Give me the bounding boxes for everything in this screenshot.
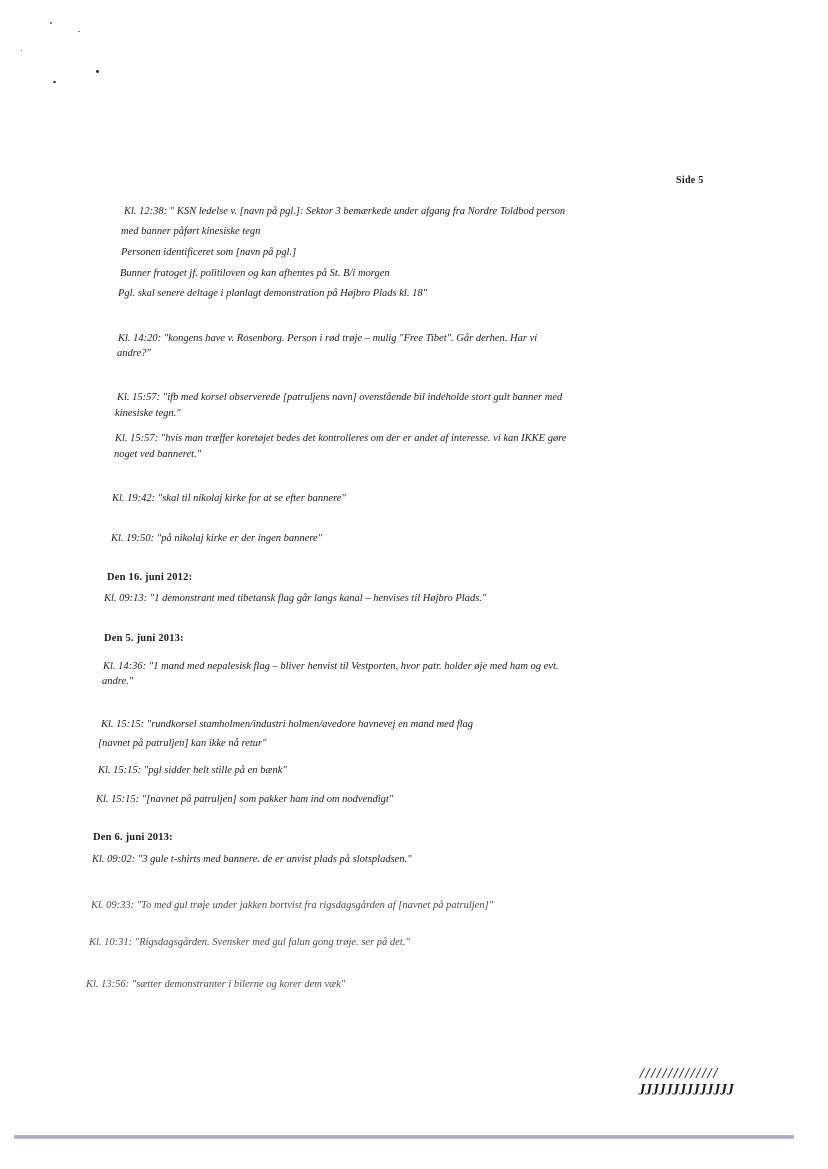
log-line: Kl. 09:02: "3 gule t-shirts med bannere. de er anvist plads på slotspladsen.": [92, 854, 412, 865]
scan-speck: [78, 31, 80, 32]
log-line: Kl. 15:15: "rundkorsel stamholmen/industri holmen/avedore havnevej en mand med flag: [101, 719, 474, 730]
log-line: Kl. 14:36: "1 mand med nepalesisk flag – bliver henvist til Vestporten, hvor patr. holder øje med ham og evt.: [103, 661, 559, 672]
tally-row-bottom: JJJJJJJJJJJJJJ: [640, 1082, 736, 1095]
date-heading: Den 6. juni 2013:: [93, 832, 173, 843]
tally-row-top: //////////////: [640, 1066, 720, 1080]
log-line: kinesiske tegn.": [115, 408, 181, 419]
log-line: Kl. 15:57: "hvis man træffer koretøjet bedes det kontrolleres om der er andet af interesse. vi kan IKKE gøre: [115, 433, 567, 444]
date-heading: Den 5. juni 2013:: [104, 633, 184, 644]
log-line: Kl. 19:50: "på nikolaj kirke er der ingen bannere": [111, 533, 323, 544]
log-line: andre?": [117, 348, 151, 359]
log-line: Pgl. skal senere deltage i planlagt demonstration på Højbro Plads kl. 18": [118, 288, 427, 299]
scan-edge-band: [14, 1135, 794, 1139]
log-line: Kl. 09:33: "To med gul trøje under jakken bortvist fra rigsdagsgården af [navnet på patruljen]": [91, 900, 494, 911]
scan-speck: [53, 81, 56, 83]
log-line: Personen identificeret som [navn på pgl.]: [121, 247, 297, 258]
log-line: Kl. 09:13: "1 demonstrant med tibetansk flag går langs kanal – henvises til Højbro Plads.": [104, 593, 487, 604]
log-line: andre.": [102, 676, 134, 687]
log-line: Kl. 15:15: "[navnet på patruljen] som pakker ham ind om nodvendigt": [96, 794, 394, 805]
scan-speck: [21, 50, 22, 51]
log-line: Kl. 10:31: "Rigsdagsgården. Svensker med gul falun gong trøje. ser på det.": [89, 937, 410, 948]
log-line: Kl. 15:57: "ifb med korsel observerede [patruljens navn] ovenstående bil indeholde stort gult banner med: [117, 392, 563, 403]
log-line: Bunner fratoget jf. politiloven og kan afhentes på St. B/i morgen: [120, 268, 390, 279]
log-line: noget ved banneret.": [114, 449, 202, 460]
log-line: [navnet på patruljen] kan ikke nå retur": [98, 738, 267, 749]
log-line: Kl. 15:15: "pgl sidder helt stille på en bænk": [98, 765, 287, 776]
log-line: Kl. 14:20: "kongens have v. Rosenborg. Person i rød trøje – mulig "Free Tibet". Går derhen. Har vi: [118, 333, 538, 344]
log-line: Kl. 19:42: "skal til nikolaj kirke for at se efter bannere": [112, 493, 346, 504]
log-line: Kl. 12:38: " KSN ledelse v. [navn på pgl.]: Sektor 3 bemærkede under afgang fra Nordre Toldbod person: [124, 206, 566, 217]
page-number: Side 5: [676, 175, 704, 186]
scan-speck: [50, 22, 52, 24]
scan-speck: [96, 70, 99, 73]
date-heading: Den 16. juni 2012:: [107, 572, 193, 583]
log-line: med banner påført kinesiske tegn: [121, 226, 261, 237]
log-line: Kl. 13:56: "sætter demonstranter i bilerne og korer dem væk": [86, 979, 346, 990]
